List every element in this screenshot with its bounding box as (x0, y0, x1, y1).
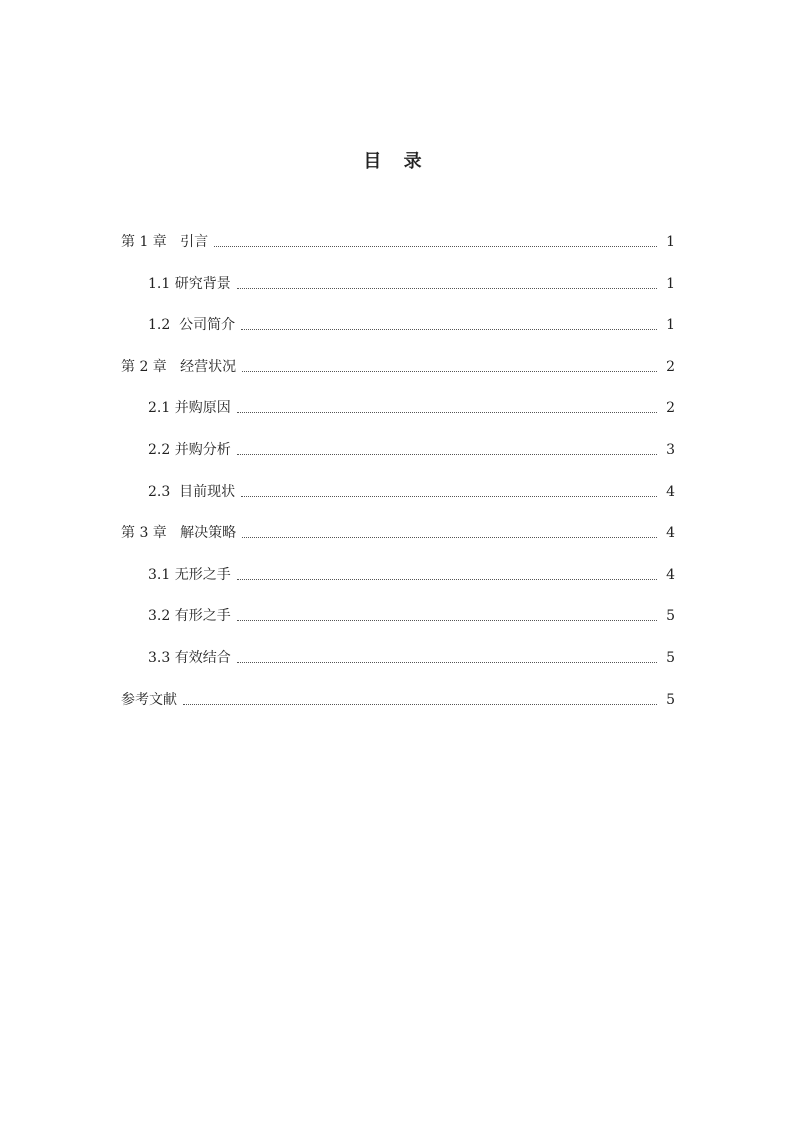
toc-entry-label: 2.2 并购分析 (148, 441, 231, 458)
toc-entry-2-2[interactable] (121, 436, 675, 460)
toc-entry-label: 第 3 章 解决策略 (121, 525, 237, 542)
toc-entry-page: 4 (666, 483, 675, 500)
toc-entry-label: 第 1 章 引言 (121, 234, 209, 250)
toc-entry-label: 1.2 公司简介 (148, 317, 236, 334)
toc-dot-leader (242, 371, 657, 372)
toc-entry-chapter-2[interactable] (121, 353, 675, 377)
toc-entry-2-1[interactable] (121, 394, 675, 418)
toc-entry-page: 1 (666, 275, 675, 292)
toc-dot-leader (237, 288, 657, 289)
toc-entry-3-2[interactable] (121, 602, 675, 626)
toc-entry-3-3[interactable] (121, 644, 675, 668)
toc-entry-page: 3 (666, 441, 675, 458)
toc-entry-label: 2.3 目前现状 (148, 483, 236, 500)
toc-entry-page: 1 (666, 317, 675, 334)
toc-dot-leader (237, 620, 657, 621)
toc-entry-references[interactable] (121, 686, 675, 710)
toc-dot-leader (237, 412, 657, 413)
table-of-contents (121, 228, 675, 727)
toc-dot-leader (183, 704, 657, 705)
toc-entry-chapter-3[interactable] (121, 519, 675, 543)
toc-entry-label: 3.1 无形之手 (148, 566, 231, 583)
toc-entry-label: 3.2 有形之手 (148, 608, 231, 625)
toc-dot-leader (241, 496, 657, 497)
toc-entry-page: 5 (666, 649, 675, 666)
toc-entry-label: 3.3 有效结合 (148, 649, 231, 666)
toc-entry-page: 4 (666, 525, 675, 542)
toc-entry-page: 4 (666, 566, 675, 583)
toc-entry-chapter-1[interactable] (121, 228, 675, 252)
toc-dot-leader (241, 329, 657, 330)
toc-entry-label: 1.1 研究背景 (148, 275, 231, 292)
toc-dot-leader (242, 537, 657, 538)
toc-entry-page: 2 (666, 358, 675, 375)
toc-entry-label: 第 2 章 经营状况 (121, 358, 237, 375)
toc-entry-2-3[interactable] (121, 478, 675, 502)
toc-dot-leader (214, 246, 657, 247)
toc-dot-leader (237, 579, 657, 580)
toc-dot-leader (237, 662, 657, 663)
toc-entry-page: 2 (666, 400, 675, 417)
toc-title: 目 录 (363, 151, 430, 172)
toc-entry-page: 5 (666, 608, 675, 625)
toc-entry-3-1[interactable] (121, 561, 675, 585)
toc-entry-1-1[interactable] (121, 270, 675, 294)
toc-entry-page: 1 (666, 234, 675, 250)
toc-entry-page: 5 (666, 691, 675, 708)
toc-entry-label: 参考文献 (121, 691, 177, 708)
toc-entry-label: 2.1 并购原因 (148, 400, 231, 417)
toc-dot-leader (237, 454, 657, 455)
toc-entry-1-2[interactable] (121, 311, 675, 335)
